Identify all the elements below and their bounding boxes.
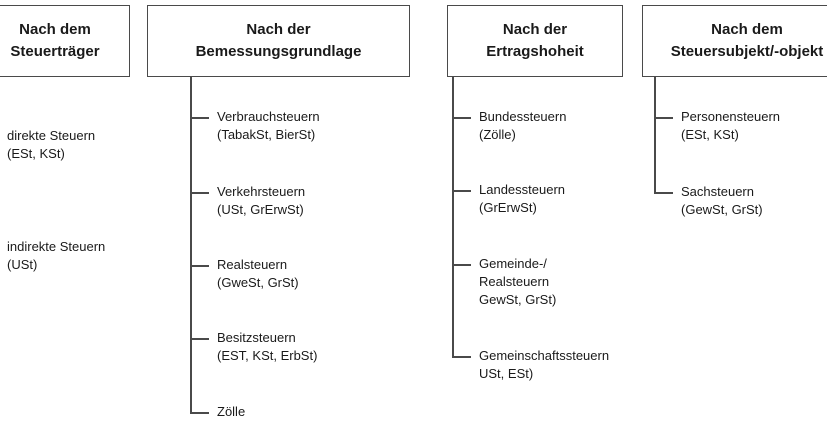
- category-title-line2: Ertragshoheit: [486, 43, 584, 60]
- tax-item-examples: (USt): [7, 257, 38, 272]
- tax-item-realsteuern: [217, 256, 299, 292]
- tree-connector-vertical: [190, 77, 192, 413]
- tax-item-verkehrsteuern: [217, 183, 305, 219]
- category-title-line2: Steuerträger: [10, 43, 100, 60]
- tax-item-examples: (ESt, KSt): [681, 127, 739, 142]
- tax-item-examples: (ESt, KSt): [7, 146, 65, 161]
- category-title-line1: Nach der: [502, 21, 568, 38]
- category-title-line1: Nach dem: [19, 21, 91, 38]
- category-box-steuersubjekt-objekt: [642, 5, 827, 77]
- tree-connector-branch: [190, 338, 209, 340]
- tree-connector-branch: [190, 192, 209, 194]
- category-box-ertragshoheit: [447, 5, 623, 77]
- tax-item-name: Sachsteuern: [681, 184, 754, 199]
- tree-connector-branch: [190, 412, 209, 414]
- tax-item-name: Personensteuern: [681, 109, 781, 124]
- tax-item-name: Besitzsteuern: [217, 330, 296, 345]
- tax-item-indirekte-steuern: [7, 238, 105, 274]
- tax-item-examples: (GweSt, GrSt): [217, 275, 299, 290]
- tax-item-landessteuern: [479, 181, 565, 217]
- category-box-bemessungsgrundlage: [147, 5, 410, 77]
- tax-item-examples: (EST, KSt, ErbSt): [217, 348, 318, 363]
- tree-connector-branch: [654, 117, 673, 119]
- tax-item-examples: (GrErwSt): [479, 200, 537, 215]
- tax-item-sachsteuern: [681, 183, 763, 219]
- tax-item-examples: GewSt, GrSt): [479, 292, 557, 307]
- category-title-line2: Steuersubjekt/-objekt: [670, 43, 824, 60]
- tree-connector-vertical: [654, 77, 656, 193]
- tree-connector-branch: [452, 190, 471, 192]
- tax-item-examples: (USt, GrErwSt): [217, 202, 304, 217]
- category-title-line1: Nach dem: [711, 21, 783, 38]
- tax-item-examples: (TabakSt, BierSt): [217, 127, 316, 142]
- tax-item-verbrauchsteuern: [217, 108, 320, 144]
- tree-connector-branch: [654, 192, 673, 194]
- tax-item-gemeinde-realsteuern: [479, 255, 556, 309]
- tax-item-examples: USt, ESt): [479, 366, 534, 381]
- tree-connector-branch: [452, 117, 471, 119]
- tax-item-besitzsteuern: [217, 329, 317, 365]
- tree-connector-branch: [190, 117, 209, 119]
- tax-item-name: Gemeinde-/: [479, 256, 547, 271]
- category-title-line2: Bemessungsgrundlage: [195, 43, 362, 60]
- tax-item-personensteuern: [681, 108, 780, 144]
- tax-item-gemeinschaftssteuern: [479, 347, 609, 383]
- category-title-line1: Nach der: [246, 21, 311, 38]
- tax-item-zoelle: [217, 403, 245, 421]
- tax-item-name: Verkehrsteuern: [217, 184, 306, 199]
- category-box-steuertraeger: [0, 5, 130, 77]
- tax-item-examples: (GewSt, GrSt): [681, 202, 763, 217]
- tax-item-name: indirekte Steuern: [7, 239, 106, 254]
- tree-connector-branch: [452, 264, 471, 266]
- tax-item-name: direkte Steuern: [7, 128, 96, 143]
- tax-item-name: Verbrauchsteuern: [217, 109, 320, 124]
- tax-item-direkte-steuern: [7, 127, 95, 163]
- tax-item-name: Zölle: [217, 404, 246, 419]
- tree-connector-branch: [452, 356, 471, 358]
- tax-item-name: Bundessteuern: [479, 109, 567, 124]
- tree-connector-branch: [190, 265, 209, 267]
- tax-item-name-continued: Realsteuern: [479, 274, 550, 289]
- tax-item-name: Gemeinschaftssteuern: [479, 348, 610, 363]
- tax-item-bundessteuern: [479, 108, 566, 144]
- tree-connector-vertical: [452, 77, 454, 357]
- tax-item-name: Realsteuern: [217, 257, 288, 272]
- tax-item-name: Landessteuern: [479, 182, 566, 197]
- tax-item-examples: (Zölle): [479, 127, 516, 142]
